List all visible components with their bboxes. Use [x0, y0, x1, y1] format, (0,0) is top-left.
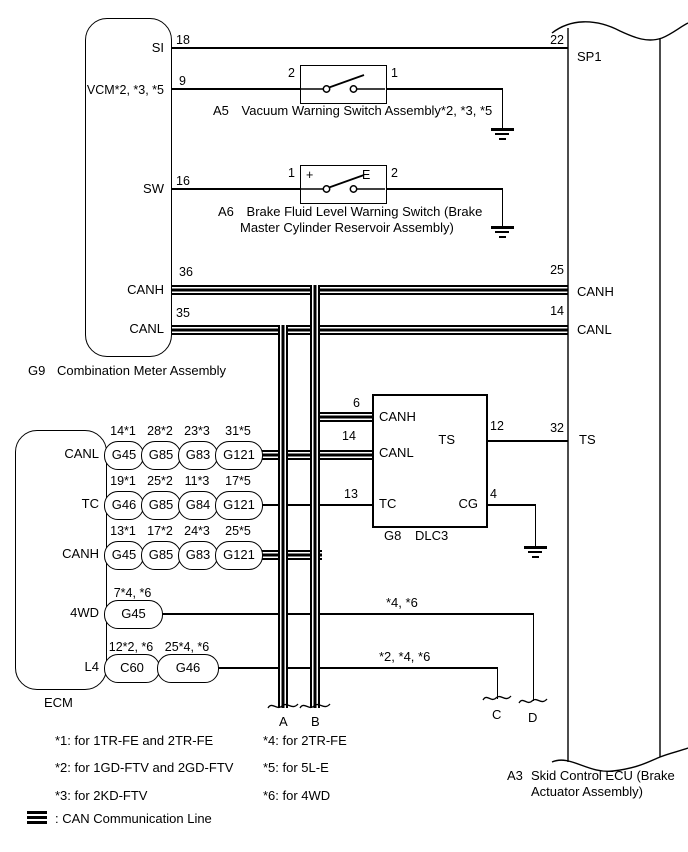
skid-pin-canl: CANL [577, 322, 612, 337]
connector-oval: G121 [215, 441, 263, 470]
dlc3-pin-number-6: 6 [353, 396, 360, 410]
meter-pin-number-35: 35 [176, 306, 190, 320]
a5-name: Vacuum Warning Switch Assembly*2, *3, *5 [241, 103, 493, 118]
a5-pin-left: 2 [288, 66, 295, 80]
can-line-canh [170, 285, 568, 295]
connector-pin-label: 17*5 [225, 474, 251, 488]
ecm-pin-l4: L4 [84, 659, 99, 674]
connector-pin-label: 11*3 [184, 474, 210, 488]
wire-a5-ground-drop [502, 88, 504, 128]
can-line-legend-icon [27, 811, 47, 824]
connector-pin-label: 7*4, *6 [113, 586, 152, 600]
a6-id: A6 [218, 204, 234, 219]
connector-pin-label: 25*2 [147, 474, 173, 488]
terminus-label-a: A [279, 714, 288, 729]
note-1: *1: for 1TR-FE and 2TR-FE [55, 733, 214, 748]
wire-sw-right [383, 188, 503, 190]
branch-label-4wd: *4, *6 [386, 595, 418, 610]
connector-oval: G83 [178, 541, 218, 570]
connector-pin-label: 23*3 [184, 424, 210, 438]
meter-pin-canh: CANH [127, 282, 164, 297]
dlc3-name: DLC3 [414, 528, 449, 543]
connector-oval: G85 [141, 491, 181, 520]
dlc3-pin-canh: CANH [379, 409, 416, 424]
a6-pin-right: 2 [391, 166, 398, 180]
dlc3-pin-number-14: 14 [342, 429, 356, 443]
wire-vcm-right [383, 88, 503, 90]
connector-pin-label: 17*2 [147, 524, 173, 538]
connector-oval: G45 [104, 600, 163, 629]
a6-name-line2: Master Cylinder Reservoir Assembly) [240, 220, 454, 235]
connector-oval: G85 [141, 541, 181, 570]
connector-oval: C60 [104, 654, 160, 683]
can-bus-a [278, 325, 288, 708]
dlc3-pin-cg: CG [458, 496, 478, 511]
break-squiggle-b [299, 700, 331, 712]
connector-oval: G83 [178, 441, 218, 470]
skid-caption-line1: Skid Control ECU (Brake [531, 768, 675, 783]
meter-id: G9 [28, 363, 46, 378]
skid-ecu-band [540, 10, 688, 785]
a5-switch-symbol [300, 65, 385, 102]
a6-name-line1: Brake Fluid Level Warning Switch (Brake [246, 204, 483, 219]
connector-oval: G84 [178, 491, 218, 520]
skid-caption-line2: Actuator Assembly) [531, 784, 643, 799]
meter-pin-sw: SW [143, 181, 164, 196]
ecm-pin-canh: CANH [62, 546, 99, 561]
connector-pin-label: 14*1 [110, 424, 136, 438]
ecm-pin-canl: CANL [64, 446, 99, 461]
note-6: *6: for 4WD [263, 788, 331, 803]
a6-terminal-plus: + [306, 168, 314, 182]
wire-cg [484, 504, 536, 506]
dlc3-pin-canl: CANL [379, 445, 414, 460]
a6-terminal-e: E [362, 168, 371, 182]
connector-pin-label: 24*3 [184, 524, 210, 538]
break-squiggle-c [482, 692, 512, 704]
skid-pin-number-25: 25 [550, 263, 564, 277]
break-squiggle-a [267, 700, 299, 712]
wire-cg-ground-drop [535, 504, 537, 546]
meter-pin-number-16: 16 [176, 174, 190, 188]
skid-pin-number-32: 32 [550, 421, 564, 435]
connector-pin-label: 19*1 [110, 474, 136, 488]
meter-pin-number-36: 36 [179, 265, 193, 279]
meter-pin-number-9: 9 [179, 74, 186, 88]
connector-oval: G46 [157, 654, 219, 683]
a5-caption [213, 104, 492, 119]
connector-oval: G85 [141, 441, 181, 470]
wire-4wd-drop-d [533, 613, 535, 701]
dlc3-pin-tc: TC [379, 496, 397, 511]
wire-4wd [160, 613, 534, 615]
dlc3-pin-number-13: 13 [344, 487, 358, 501]
meter-pin-number-18: 18 [176, 33, 190, 47]
meter-pin-vcm: VCM*2, *3, *5 [86, 83, 164, 97]
note-4: *4: for 2TR-FE [263, 733, 347, 748]
a5-pin-right: 1 [391, 66, 398, 80]
terminus-label-d: D [528, 710, 538, 725]
connector-oval: G45 [104, 441, 144, 470]
skid-sp1-label: SP1 [577, 49, 602, 64]
skid-pin-ts: TS [579, 432, 596, 447]
connector-oval: G121 [215, 541, 263, 570]
wire-vcm-left [170, 88, 302, 90]
connector-pin-label: 25*4, *6 [164, 640, 210, 654]
connector-pin-label: 12*2, *6 [108, 640, 154, 654]
dlc3-pin-number-12: 12 [490, 419, 504, 433]
a6-caption-line1 [218, 205, 482, 220]
can-bus-b [310, 285, 320, 708]
ecm-caption: ECM [44, 695, 73, 710]
meter-name: Combination Meter Assembly [56, 363, 227, 378]
connector-oval: G45 [104, 541, 144, 570]
dlc3-pin-ts: TS [438, 432, 455, 447]
dlc3-id: G8 [384, 528, 402, 543]
a5-id: A5 [213, 103, 229, 118]
a6-pin-left: 1 [288, 166, 295, 180]
meter-pin-canl: CANL [129, 321, 164, 336]
note-2: *2: for 1GD-FTV and 2GD-FTV [55, 760, 234, 775]
meter-pin-si: SI [151, 40, 164, 55]
branch-label-l4: *2, *4, *6 [379, 649, 431, 664]
skid-pin-number-22: 22 [550, 33, 564, 47]
connector-oval: G46 [104, 491, 144, 520]
cg-ground-icon [523, 546, 547, 560]
connector-pin-label: 25*5 [225, 524, 251, 538]
wire-a6-ground-drop [502, 188, 504, 226]
wire-l4 [215, 667, 498, 669]
break-squiggle-d [518, 695, 548, 707]
ecm-pin-tc: TC [81, 496, 99, 511]
dlc3-caption [384, 529, 448, 544]
meter-caption [28, 364, 226, 379]
connector-oval: G121 [215, 491, 263, 520]
note-5: *5: for 5L-E [263, 760, 329, 775]
a6-ground-icon [490, 226, 514, 240]
legend-text: : CAN Communication Line [55, 811, 212, 826]
connector-pin-label: 28*2 [147, 424, 173, 438]
skid-pin-canh: CANH [577, 284, 614, 299]
ecm-pin-4wd: 4WD [70, 605, 99, 620]
dlc3-pin-number-4: 4 [490, 487, 497, 501]
skid-pin-number-14: 14 [550, 304, 564, 318]
terminus-label-b: B [311, 714, 320, 729]
can-line-canl [170, 325, 568, 335]
connector-pin-label: 31*5 [225, 424, 251, 438]
wire-si [170, 47, 568, 49]
skid-caption-id: A3 [507, 768, 523, 783]
terminus-label-c: C [492, 707, 502, 722]
note-3: *3: for 2KD-FTV [55, 788, 148, 803]
a5-ground-icon [490, 128, 514, 142]
connector-pin-label: 13*1 [110, 524, 136, 538]
